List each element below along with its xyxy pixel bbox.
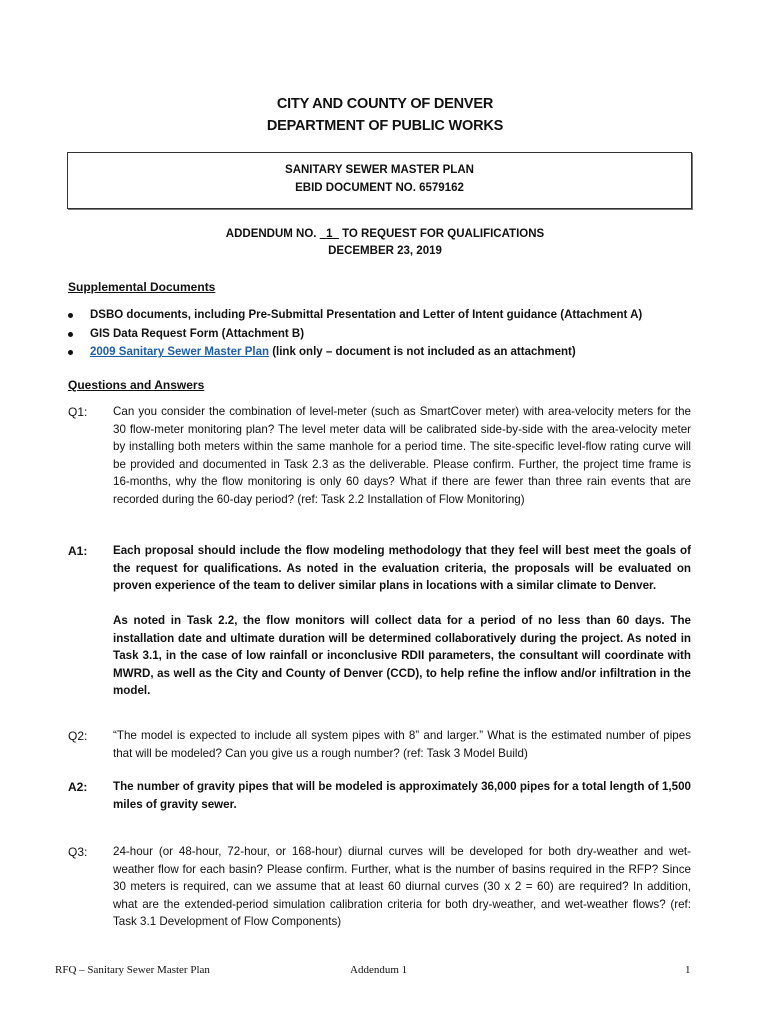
list-item: DSBO documents, including Pre-Submittal Presentation and Letter of Intent guidance (Attachment A) xyxy=(68,306,708,325)
header-department: DEPARTMENT OF PUBLIC WORKS xyxy=(266,118,504,134)
addendum-number: 1 xyxy=(326,228,333,240)
box-document-number: EBID DOCUMENT NO. 6579162 xyxy=(295,182,464,194)
q3-text: 24-hour (or 48-hour, 72-hour, or 168-hour) diurnal curves will be developed for both dry-weather and wet-weather flow for each basin? Please confirm. Further, what is the number of basins required in the RFP? Since 30 meters is required, can we assume that at least 60 diurnal curves (30 x 2 = 60) are required? In addition, what are the extended-period simulation calibration criteria for both dry-weather, and wet-weather flows? (ref: Task 3.1 Development of Flow Components) xyxy=(113,845,691,928)
q2-text: “The model is expected to include all system pipes with 8” and larger.” What is the estimated number of pipes that will be modeled? Can you give us a rough number? (ref: Task 3 Model Build) xyxy=(113,729,691,760)
a2-label: A2: xyxy=(68,780,88,794)
master-plan-link[interactable]: 2009 Sanitary Sewer Master Plan xyxy=(90,346,269,358)
header-city: CITY AND COUNTY OF DENVER xyxy=(276,96,494,112)
footer-addendum: Addendum 1 xyxy=(350,964,408,976)
document-title-box xyxy=(67,152,692,209)
qa-heading: Questions and Answers xyxy=(68,378,205,392)
bullet-icon xyxy=(68,332,73,337)
list-item: GIS Data Request Form (Attachment B) xyxy=(68,325,708,344)
q3-label: Q3: xyxy=(68,845,88,859)
footer-title: RFQ – Sanitary Sewer Master Plan xyxy=(55,964,210,976)
addendum-suffix: TO REQUEST FOR QUALIFICATIONS xyxy=(338,228,545,240)
a2-text: The number of gravity pipes that will be modeled is approximately 36,000 pipes for a total length of 1,500 miles of gravity sewer. xyxy=(113,780,691,811)
q2-label: Q2: xyxy=(68,729,88,743)
bullet-icon xyxy=(68,313,73,318)
q1-text: Can you consider the combination of level-meter (such as SmartCover meter) with area-velocity meters for the 30 flow-meter monitoring plan? The level meter data will be calibrated side-by-side with the area-velocity meter by installing both meters within the same manhole for a period time. The site-specific level-flow rating curve will be provided and documented in Task 2.3 as the deliverable. Please confirm. Further, the project time frame is 16-months, why the flow monitoring is only 60 days? What if there are fewer than three rain events that are recorded during the 60-day period? (ref: Task 2.2 Installation of Flow Monitoring) xyxy=(113,405,691,506)
bullet-icon xyxy=(68,350,73,355)
box-project-title: SANITARY SEWER MASTER PLAN xyxy=(285,164,474,176)
q1-label: Q1: xyxy=(68,405,88,419)
addendum-prefix: ADDENDUM NO. xyxy=(225,228,320,240)
list-item: 2009 Sanitary Sewer Master Plan (link only – document is not included as an attachment) xyxy=(68,343,708,362)
supplemental-heading: Supplemental Documents xyxy=(68,280,216,294)
supplemental-list xyxy=(68,306,708,362)
a1-text-2: As noted in Task 2.2, the flow monitors will collect data for a period of no less than 60 days. The installation date and ultimate duration will be determined collaboratively during the project. As noted in Task 3.1, in the case of low rainfall or inconclusive RDII parameters, the consultant will coordinate with MWRD, as well as the City and County of Denver (CCD), to help refine the inflow and/or infiltration in the model. xyxy=(113,614,691,697)
a1-text-1: Each proposal should include the flow modeling methodology that they feel will best meet the goals of the request for qualifications. As noted in the evaluation criteria, the proposals will be evaluated on proven experience of the team to deliver similar plans in locations with a similar climate to Denver. xyxy=(113,544,691,592)
addendum-date: DECEMBER 23, 2019 xyxy=(328,245,442,257)
page-number: 1 xyxy=(685,964,691,976)
a1-label: A1: xyxy=(68,544,88,558)
addendum-title xyxy=(0,228,770,240)
